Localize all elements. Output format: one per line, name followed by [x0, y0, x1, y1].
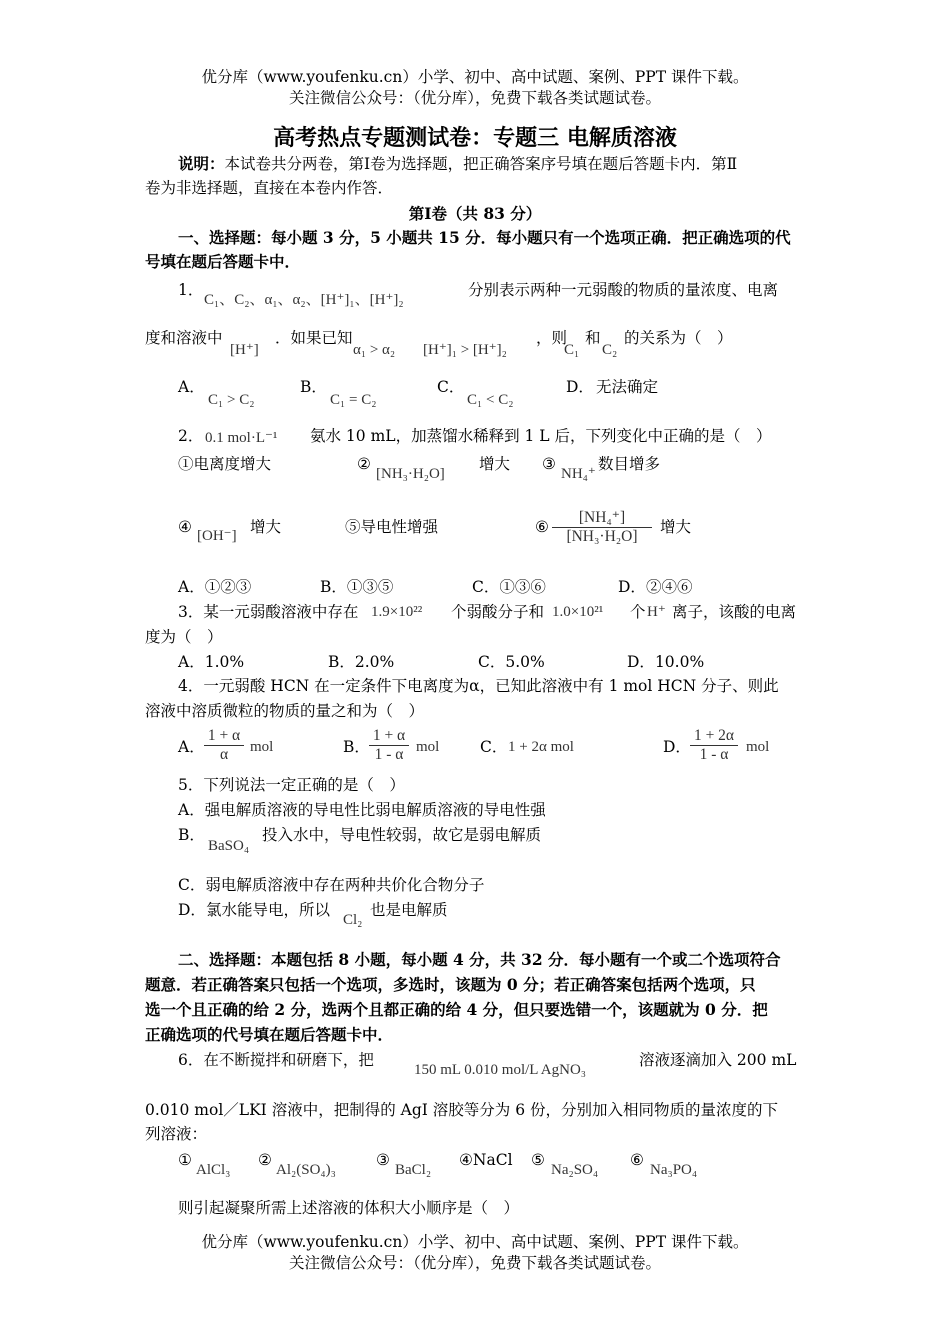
q3-n1: 1.9×10²²	[371, 604, 423, 620]
q4-option-b-label: B．	[343, 738, 370, 756]
q2-option-a: A．①②③	[178, 578, 252, 596]
q1-option-d: 无法确定	[596, 378, 659, 396]
page-title: 高考热点专题测试卷：专题三 电解质溶液	[273, 125, 677, 151]
q2-item-3-mark: ③	[542, 455, 556, 473]
q6-line-3: 列溶液：	[145, 1125, 208, 1143]
q4-option-b-unit: mol	[416, 739, 440, 755]
q5-stem: 5．下列说法一定正确的是（ ）	[178, 776, 405, 794]
q4-line-2: 溶液中溶质微粒的物质的量之和为（ ）	[145, 702, 425, 720]
q4-option-a-unit: mol	[250, 739, 274, 755]
footer-line-1: 优分库（www.youfenku.cn）小学、初中、高中试题、案例、PPT 课件下载。	[201, 1233, 749, 1251]
q6-line-2: 0.010 mol／LKI 溶液中，把制得的 AgI 溶胶等分为 6 份，分别加入相同物质的量浓度的下	[145, 1101, 779, 1119]
q1-text-d: ，则	[536, 329, 568, 347]
q6-item-2: Al₂(SO₄)₃	[276, 1162, 336, 1178]
section-2-line-4: 正确选项的代号填在题后答题卡中．	[145, 1025, 394, 1044]
q1-option-b-label: B．	[300, 378, 327, 396]
q6-item-1-mark: ①	[178, 1151, 192, 1169]
q1-c2: C₂	[602, 342, 618, 358]
q5-option-b-label: B．	[178, 826, 205, 844]
q2-item-2-formula: [NH₃·H₂O]	[376, 466, 445, 482]
q3-ion: H⁺	[647, 604, 666, 620]
q1-text-f: 的关系为（ ）	[624, 329, 733, 347]
q3-text-d: 离子，该酸的电离	[672, 603, 797, 621]
q4-line-1: 4．一元弱酸 HCN 在一定条件下电离度为α，已知此溶液中有 1 mol HCN 分子、则此	[178, 677, 779, 695]
q6-item-3-mark: ③	[376, 1151, 390, 1169]
q2-item-6-mark: ⑥	[535, 518, 549, 536]
q2-item-3-text: 数目增多	[598, 455, 661, 473]
q6-item-1: AlCl₃	[196, 1162, 231, 1178]
q6-reagent: 150 mL 0.010 mol/L AgNO₃	[414, 1062, 587, 1078]
q3-option-a: A．1.0%	[178, 653, 245, 671]
q2-text: 氨水 10 mL，加蒸馏水稀释到 1 L 后，下列变化中正确的是（ ）	[310, 427, 772, 445]
q2-item-4-formula: [OH⁻]	[197, 528, 237, 544]
intro-line-2: 卷为非选择题，直接在本卷内作答．	[145, 179, 394, 197]
q2-item-3-formula: NH₄⁺	[561, 466, 596, 482]
q4-option-a-label: A．	[178, 738, 205, 756]
q1-option-c-label: C．	[437, 378, 465, 396]
section-2-line-1: 二、选择题：本题包括 8 小题，每小题 4 分，共 32 分．每小题有一个或二个选项符合	[178, 950, 781, 969]
q6-item-6: Na₃PO₄	[650, 1162, 698, 1178]
q1-number: 1．	[178, 281, 204, 299]
q1-text-a: 分别表示两种一元弱酸的物质的量浓度、电离	[468, 281, 779, 299]
q6-item-5: Na₂SO₄	[551, 1162, 599, 1178]
q3-line-1-a: 3．某一元弱酸溶液中存在	[178, 603, 359, 621]
q3-option-c: C．5.0%	[478, 653, 545, 671]
q2-option-b: B．①③⑤	[320, 578, 394, 596]
q2-item-6-den: [NH₃·H₂O]	[566, 528, 638, 545]
section-1-line-2: 号填在题后答题卡中．	[145, 252, 301, 271]
q1-option-a: C₁ > C₂	[208, 392, 255, 408]
q2-item-6-num: [NH₄⁺]	[552, 509, 652, 528]
q1-vars: C₁、C₂、α₁、α₂、[H⁺]₁、[H⁺]₂	[204, 292, 404, 308]
header-line-2: 关注微信公众号：（优分库），免费下载各类试题试卷。	[288, 89, 661, 107]
q4-option-b-frac: $\frac{1 + \alpha}{1 - \alpha}$	[369, 727, 409, 764]
q1-option-c: C₁ < C₂	[467, 392, 514, 408]
q4-option-a-frac: $\frac{1 + \alpha}{\alpha}$	[204, 727, 244, 764]
q1-cond-1: α₁ > α₂	[353, 342, 396, 358]
q1-text-e: 和	[585, 329, 601, 347]
q5-option-a: A．强电解质溶液的导电性比弱电解质溶液的导电性强	[178, 801, 546, 819]
q6-item-5-mark: ⑤	[531, 1151, 545, 1169]
q6-question: 则引起凝聚所需上述溶液的体积大小顺序是（ ）	[178, 1199, 520, 1217]
header-line-1: 优分库（www.youfenku.cn）小学、初中、高中试题、案例、PPT 课件下载。	[201, 68, 749, 86]
q1-option-a-label: A．	[178, 378, 205, 396]
q2-item-2-mark: ②	[357, 455, 371, 473]
q4-option-d-unit: mol	[746, 739, 770, 755]
q4-option-d-label: D．	[663, 738, 691, 756]
q1-option-d-label: D．	[566, 378, 594, 396]
q2-item-4-text: 增大	[250, 518, 282, 536]
q5-option-c: C．弱电解质溶液中存在两种共价化合物分子	[178, 876, 485, 894]
q3-text-b: 个弱酸分子和	[451, 603, 545, 621]
intro-text-1: 本试卷共分两卷，第Ⅰ卷为选择题，把正确答案序号填在题后答题卡内．第Ⅱ	[224, 155, 738, 173]
q6-text-b: 溶液逐滴加入 200 mL	[639, 1051, 797, 1069]
q4-option-c-label: C．	[480, 738, 508, 756]
section-2-line-2: 题意．若正确答案只包括一个选项，多选时，该题为 0 分；若正确答案包括两个选项，只	[145, 975, 756, 994]
footer-line-2: 关注微信公众号：（优分库），免费下载各类试题试卷。	[288, 1254, 661, 1272]
q6-item-4: ④NaCl	[459, 1151, 513, 1169]
q1-text-c: ．如果已知	[275, 329, 353, 347]
q1-option-b: C₁ = C₂	[330, 392, 377, 408]
q6-line-1-a: 6．在不断搅拌和研磨下，把	[178, 1051, 374, 1069]
q2-conc: 0.1 mol·L⁻¹	[205, 430, 278, 446]
q1-c1: C₁	[564, 342, 580, 358]
q2-option-d: D．②④⑥	[618, 578, 693, 596]
q6-item-3: BaCl₂	[395, 1162, 432, 1178]
q3-option-d: D．10.0%	[627, 653, 705, 671]
q2-item-5: ⑤导电性增强	[345, 518, 439, 536]
q1-h: [H⁺]	[230, 342, 259, 358]
q2-item-6-text: 增大	[660, 518, 692, 536]
intro-line-1	[178, 154, 737, 174]
q3-text-e: 度为（ ）	[145, 628, 223, 646]
q2-option-c: C．①③⑥	[472, 578, 546, 596]
volume-1-heading: 第Ⅰ卷（共 83 分）	[408, 204, 542, 223]
q4-option-d-frac: $\frac{1 + 2\alpha}{1 - \alpha}$	[690, 727, 738, 764]
section-2-line-3: 选一个且正确的给 2 分，选两个且都正确的给 4 分，但只要选错一个，该题就为 0 分．把	[145, 1000, 768, 1019]
q3-option-b: B．2.0%	[328, 653, 395, 671]
q6-item-6-mark: ⑥	[630, 1151, 644, 1169]
section-1-line-1: 一、选择题：每小题 3 分，5 小题共 15 分．每小题只有一个选项正确．把正确选项的代	[178, 228, 791, 247]
q1-cond-2: [H⁺]₁ > [H⁺]₂	[423, 342, 507, 358]
q3-text-c: 个	[630, 603, 646, 621]
q5-option-d-b: 也是电解质	[370, 901, 448, 919]
q1-text-b: 度和溶液中	[145, 329, 223, 347]
q2-item-1: ①电离度增大	[178, 455, 272, 473]
intro-label: 说明：	[178, 154, 225, 173]
q2-item-6-fraction	[552, 509, 652, 546]
q4-option-c: 1 + 2α mol	[508, 739, 574, 755]
q2-item-2-text: 增大	[479, 455, 511, 473]
q5-option-b-formula: BaSO₄	[208, 838, 250, 854]
q5-option-d-formula: Cl₂	[343, 912, 363, 928]
q3-n2: 1.0×10²¹	[552, 604, 604, 620]
q5-option-d-a: D．氯水能导电，所以	[178, 901, 330, 919]
q2-item-4-mark: ④	[178, 518, 192, 536]
q6-item-2-mark: ②	[258, 1151, 272, 1169]
q5-option-b-text: 投入水中，导电性较弱，故它是弱电解质	[262, 826, 542, 844]
q2-number: 2．	[178, 427, 204, 445]
